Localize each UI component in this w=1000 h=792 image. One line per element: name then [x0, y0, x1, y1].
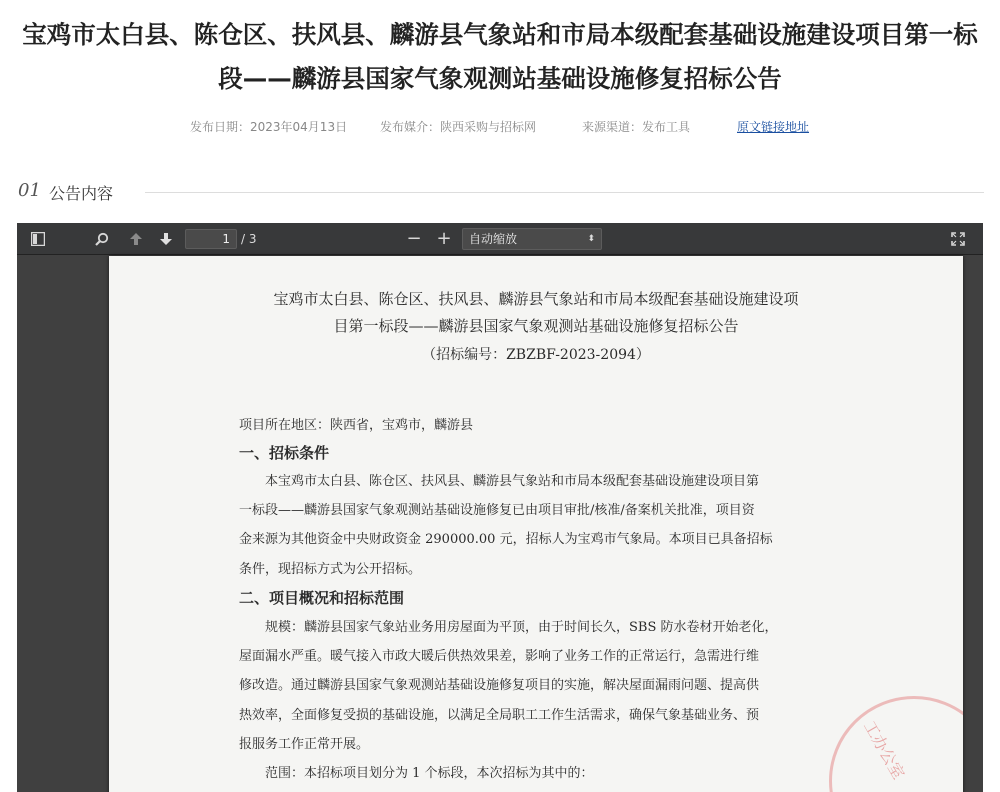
- doc-line: 条件，现招标方式为公开招标。: [239, 562, 422, 577]
- section-label: 公告内容: [49, 184, 114, 203]
- section-number: 01: [18, 180, 41, 201]
- zoom-in-button[interactable]: +: [436, 228, 452, 249]
- arrow-down-icon: [159, 232, 173, 246]
- source-channel: 来源渠道：发布工具: [582, 120, 691, 134]
- doc-line: 规模：麟游县国家气象站业务用房屋面为平顶，由于时间长久，SBS 防水卷材开始老化，: [265, 620, 778, 635]
- article-title-line1: 宝鸡市太白县、陈仓区、扶风县、麟游县气象站和市局本级配套基础设施建设项目第一标: [22, 20, 978, 49]
- doc-line: 本宝鸡市太白县、陈仓区、扶风县、麟游县气象站和市局本级配套基础设施建设项目第: [265, 474, 760, 489]
- doc-heading-conditions: 一、招标条件: [239, 444, 330, 462]
- section-header: [18, 180, 984, 204]
- doc-line: 热效率，全面修复受损的基础设施，以满足全局职工工作生活需求，确保气象基础业务、预: [239, 708, 760, 723]
- section-divider: [145, 192, 984, 193]
- fullscreen-icon: [951, 232, 965, 246]
- sidebar-icon: [31, 232, 45, 246]
- original-link[interactable]: 原文链接地址: [737, 120, 810, 134]
- doc-line: 报服务工作正常开展。: [239, 737, 370, 752]
- official-seal-text: 工办公室: [859, 717, 909, 783]
- article-meta: [0, 118, 1000, 136]
- next-page-button[interactable]: [155, 223, 177, 255]
- zoom-select[interactable]: [462, 228, 602, 250]
- doc-line: 范围：本招标项目划分为 1 个标段，本次招标为其中的：: [265, 766, 594, 781]
- doc-region: 项目所在地区：陕西省，宝鸡市，麟游县: [239, 418, 474, 433]
- doc-line: 金来源为其他资金中央财政资金 290000.00 元，招标人为宝鸡市气象局。本项目已具备招标: [239, 532, 773, 547]
- doc-heading-overview: 二、项目概况和招标范围: [239, 589, 405, 607]
- chevron-down-icon: ⬍: [587, 234, 595, 244]
- doc-title-line2: 目第一标段——麟游县国家气象观测站基础设施修复招标公告: [333, 317, 739, 335]
- doc-line: 屋面漏水严重。暖气接入市政大暖后供热效果差，影响了业务工作的正常运行，急需进行维: [239, 649, 760, 664]
- zoom-select-value: 自动缩放: [469, 232, 518, 246]
- doc-line: 一标段——麟游县国家气象观测站基础设施修复已由项目审批/核准/备案机关批准，项目资: [239, 503, 755, 518]
- search-icon: [95, 232, 109, 246]
- doc-title-line1: 宝鸡市太白县、陈仓区、扶风县、麟游县气象站和市局本级配套基础设施建设项: [273, 290, 799, 308]
- pdf-viewer: [17, 223, 983, 792]
- doc-line: 修改造。通过麟游县国家气象观测站基础设施修复项目的实施，解决屋面漏雨问题、提高供: [239, 678, 760, 693]
- article-title-line2: 段——麟游县国家气象观测站基础设施修复招标公告: [218, 64, 782, 93]
- previous-page-button[interactable]: [125, 223, 147, 255]
- presentation-mode-button[interactable]: [947, 223, 969, 255]
- find-button[interactable]: [91, 223, 113, 255]
- sidebar-toggle-button[interactable]: [27, 223, 49, 255]
- doc-tender-number: （招标编号：ZBZBF-2023-2094）: [422, 347, 650, 363]
- publish-date: 发布日期：2023年04月13日: [190, 120, 348, 134]
- page-number-input[interactable]: 1: [185, 229, 237, 249]
- article-title: [0, 14, 1000, 100]
- page-total: / 3: [241, 232, 257, 246]
- publish-media: 发布媒介：陕西采购与招标网: [380, 120, 537, 134]
- pdf-page: [109, 256, 963, 792]
- arrow-up-icon: [129, 232, 143, 246]
- zoom-out-button[interactable]: −: [406, 228, 422, 249]
- pdf-toolbar: [17, 223, 983, 255]
